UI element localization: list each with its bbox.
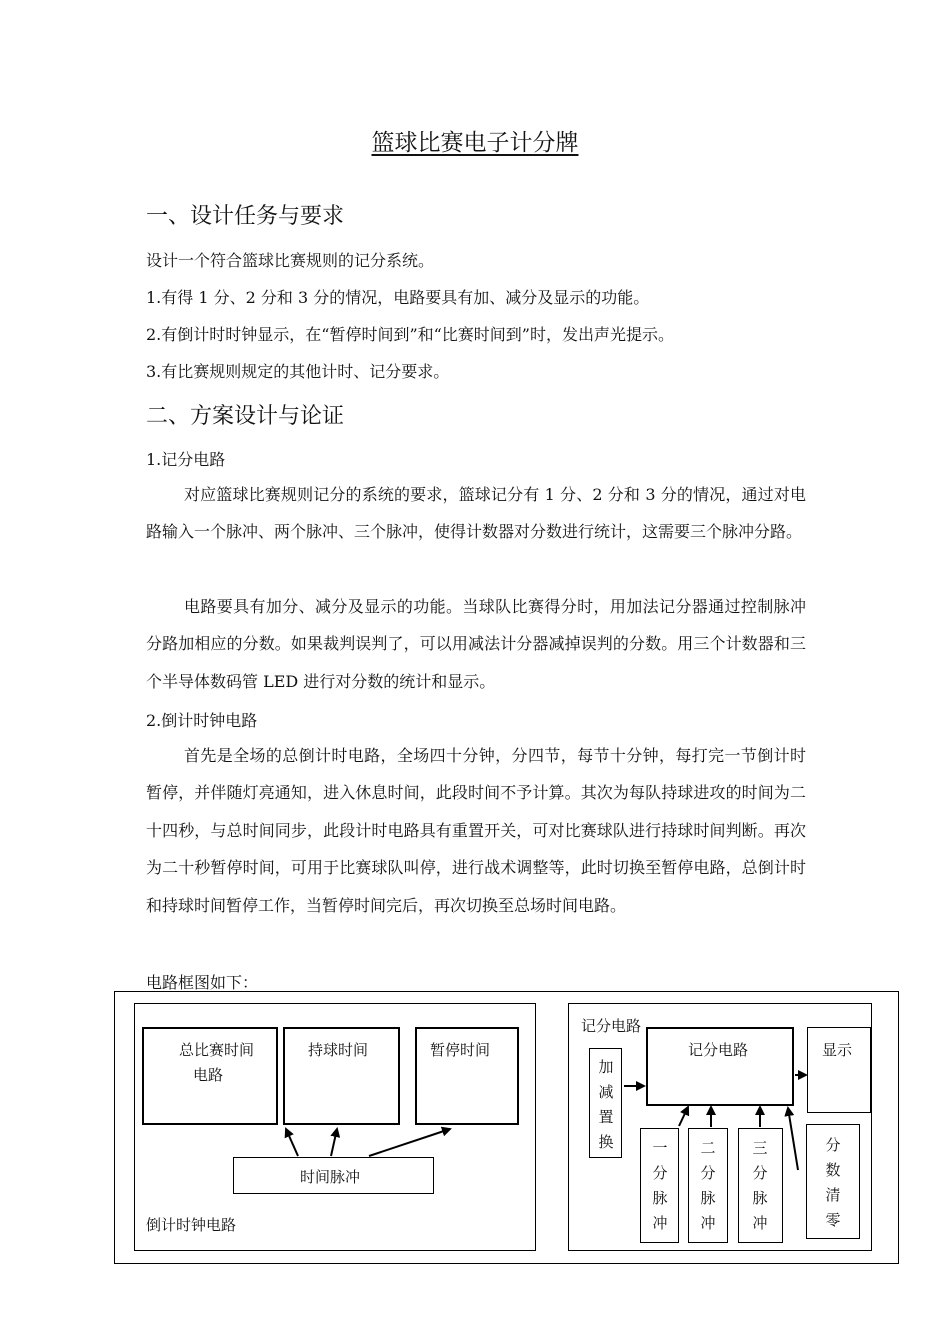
section1-line: 1.有得 1 分、2 分和 3 分的情况，电路要具有加、减分及显示的功能。 bbox=[146, 288, 650, 307]
total-game-time-label-2: 电路 bbox=[193, 1066, 224, 1084]
scoring-circuit-group-label: 记分电路 bbox=[581, 1017, 642, 1035]
diagram-caption: 电路框图如下： bbox=[146, 973, 259, 992]
scoring-core-label: 记分电路 bbox=[688, 1041, 749, 1059]
arrow-clear-to-core bbox=[788, 1108, 798, 1170]
section1-line: 3.有比赛规则规定的其他计时、记分要求。 bbox=[146, 362, 450, 381]
subheading-scoring-circuit: 1.记分电路 bbox=[146, 450, 226, 469]
timeout-time-label: 暂停时间 bbox=[430, 1041, 491, 1059]
paragraph-scoring-1: 对应篮球比赛规则记分的系统的要求，篮球记分有 1 分、2 分和 3 分的情况，通过对电路输入一个脉冲、两个脉冲、三个脉冲，使得计数器对分数进行统计，这需要三个脉冲分路。 bbox=[146, 485, 806, 542]
section1-line: 2.有倒计时时钟显示，在“暂停时间到”和“比赛时间到”时，发出声光提示。 bbox=[146, 325, 674, 344]
arrow-pulse-to-possession bbox=[331, 1129, 337, 1156]
arrow-pulse-to-timeout bbox=[369, 1129, 450, 1156]
subheading-countdown-circuit: 2.倒计时钟电路 bbox=[146, 711, 258, 730]
section1-line: 设计一个符合篮球比赛规则的记分系统。 bbox=[146, 251, 435, 270]
one-point-pulse-label: 一分脉冲 bbox=[652, 1139, 668, 1232]
document-title: 篮球比赛电子计分牌 bbox=[371, 130, 579, 156]
three-point-pulse-label: 三分脉冲 bbox=[752, 1139, 768, 1232]
score-clear-label: 分数清零 bbox=[825, 1136, 841, 1229]
arrow-one-point-to-core bbox=[679, 1107, 688, 1126]
section1-heading: 一、设计任务与要求 bbox=[146, 204, 345, 229]
possession-time-label: 持球时间 bbox=[308, 1041, 369, 1059]
add-subtract-switch-label: 加减置换 bbox=[598, 1058, 614, 1151]
countdown-circuit-label: 倒计时钟电路 bbox=[146, 1216, 237, 1234]
paragraph-scoring-2: 电路要具有加分、减分及显示的功能。当球队比赛得分时，用加法记分器通过控制脉冲分路加相应的分数。如果裁判误判了，可以用减法计分器减掉误判的分数。用三个计数器和三个半导体数码管 LED 进行对分数的统计和显示。 bbox=[146, 597, 806, 691]
section2-heading: 二、方案设计与论证 bbox=[146, 404, 345, 429]
display-label: 显示 bbox=[822, 1041, 853, 1059]
arrow-pulse-to-total bbox=[286, 1129, 298, 1156]
time-pulse-label: 时间脉冲 bbox=[300, 1168, 361, 1186]
total-game-time-label: 总比赛时间 bbox=[179, 1041, 255, 1059]
two-point-pulse-label: 二分脉冲 bbox=[700, 1139, 716, 1232]
paragraph-countdown: 首先是全场的总倒计时电路，全场四十分钟，分四节，每节十分钟，每打完一节倒计时暂停，并伴随灯亮通知，进入休息时间，此段时间不予计算。其次为每队持球进攻的时间为二十四秒，与总时间同步，此段计时电路具有重置开关，可对比赛球队进行持球时间判断。再次为二十秒暂停时间，可用于比赛球队叫停，进行战术调整等，此时切换至暂停电路，总倒计时和持球时间暂停工作，当暂停时间完后，再次切换至总场时间电路。 bbox=[146, 746, 806, 915]
